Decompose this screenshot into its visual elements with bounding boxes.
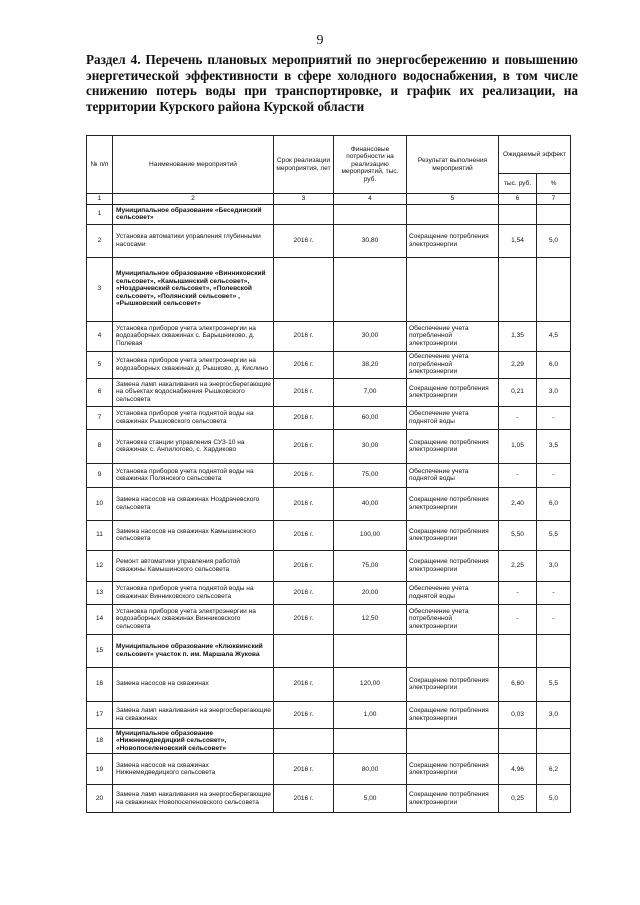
section-title: Раздел 4. Перечень плановых мероприятий по энергосбережению и повышению энергетической эффективности в сфере холодного водоснабжения, в том числе снижению потерь воды при транспортировке, и график их реализации, на территории Курского района Курской области — [86, 52, 578, 114]
header-effect-pct: % — [537, 174, 571, 194]
row-number: 20 — [87, 785, 113, 813]
row-effect-pct: 6,0 — [537, 487, 571, 520]
row-effect-pct: 5,0 — [537, 224, 571, 257]
row-term — [274, 257, 334, 321]
col-number: 1 — [87, 194, 113, 205]
row-measure-name: Установка станции управления СУЗ-10 на скважинах с. Анпилогово, с. Хардиково — [113, 429, 274, 463]
row-term: 2016 г. — [274, 754, 334, 785]
row-result: Сокращение потребления электроэнергии — [407, 224, 499, 257]
row-measure-name: Установка приборов учета поднятой воды на скважинах Рышковского сельсовета — [113, 406, 274, 429]
header-finance: Финансовые потребности на реализацию мероприятий, тыс. руб. — [334, 136, 407, 194]
row-term — [274, 204, 334, 224]
row-term: 2016 г. — [274, 429, 334, 463]
row-effect-pct: - — [537, 463, 571, 487]
row-finance: 30,80 — [334, 224, 407, 257]
row-term: 2016 г. — [274, 406, 334, 429]
row-effect-pct: 6,2 — [537, 754, 571, 785]
table-row — [87, 257, 571, 321]
col-number: 5 — [407, 194, 499, 205]
row-term: 2016 г. — [274, 520, 334, 550]
table-row — [87, 406, 571, 429]
row-result: Обеспечение учета поднятой воды — [407, 581, 499, 604]
row-number: 10 — [87, 487, 113, 520]
row-effect-rub — [499, 634, 537, 667]
row-result: Обеспечение учета потребленной электроэнергии — [407, 321, 499, 351]
row-result — [407, 257, 499, 321]
row-effect-pct: 4,5 — [537, 321, 571, 351]
row-number: 8 — [87, 429, 113, 463]
header-result: Результат выполнения мероприятий — [407, 136, 499, 194]
row-finance: 30,00 — [334, 321, 407, 351]
row-term — [274, 634, 334, 667]
row-effect-rub: 0,21 — [499, 378, 537, 406]
row-measure-name: Муниципальное образование «Нижнемедведицкий сельсовет», «Новопоселеновский сельсовет» — [113, 728, 274, 754]
row-measure-name: Замена ламп накаливания на энергосберегающие на скважинах — [113, 701, 274, 728]
row-term: 2016 г. — [274, 487, 334, 520]
table-row — [87, 463, 571, 487]
row-finance: 12,50 — [334, 604, 407, 634]
row-finance — [334, 204, 407, 224]
row-result: Сокращение потребления электроэнергии — [407, 378, 499, 406]
row-result: Сокращение потребления электроэнергии — [407, 550, 499, 581]
row-measure-name: Установка приборов учета электроэнергии на водозаборных скважинах с. Барышниково, д. Полевая — [113, 321, 274, 351]
row-term: 2016 г. — [274, 463, 334, 487]
table-body — [87, 204, 571, 813]
row-number: 16 — [87, 667, 113, 701]
table-row — [87, 728, 571, 754]
row-term: 2016 г. — [274, 667, 334, 701]
row-measure-name: Установка приборов учета электроэнергии на водозаборных скважинах д. Рышково, д. Кислино — [113, 351, 274, 378]
row-term: 2016 г. — [274, 701, 334, 728]
row-measure-name: Установка приборов учета поднятой воды на скважинах Полянского сельсовета — [113, 463, 274, 487]
row-measure-name: Установка приборов учета электроэнергии на водозаборных скважинах Винниковского сельсовета — [113, 604, 274, 634]
row-finance: 80,00 — [334, 754, 407, 785]
row-term: 2016 г. — [274, 785, 334, 813]
header-num: № п/п — [87, 136, 113, 194]
table-row — [87, 321, 571, 351]
measures-table — [86, 135, 571, 813]
row-term: 2016 г. — [274, 378, 334, 406]
row-effect-pct: 3,5 — [537, 429, 571, 463]
row-effect-pct: 5,5 — [537, 520, 571, 550]
row-result: Сокращение потребления электроэнергии — [407, 754, 499, 785]
row-effect-rub: 4,96 — [499, 754, 537, 785]
row-effect-rub: 2,25 — [499, 550, 537, 581]
row-number: 14 — [87, 604, 113, 634]
table-row — [87, 604, 571, 634]
row-result — [407, 204, 499, 224]
table-row — [87, 785, 571, 813]
row-effect-rub — [499, 257, 537, 321]
table-row — [87, 378, 571, 406]
table-row — [87, 520, 571, 550]
row-effect-pct: - — [537, 604, 571, 634]
row-finance: 75,00 — [334, 550, 407, 581]
row-number: 3 — [87, 257, 113, 321]
row-effect-pct: 3,0 — [537, 378, 571, 406]
row-effect-pct: - — [537, 581, 571, 604]
row-term: 2016 г. — [274, 224, 334, 257]
row-effect-rub: 0,25 — [499, 785, 537, 813]
row-effect-rub — [499, 728, 537, 754]
row-number: 11 — [87, 520, 113, 550]
row-effect-pct: 5,5 — [537, 667, 571, 701]
table-row — [87, 581, 571, 604]
table-row — [87, 487, 571, 520]
row-result: Сокращение потребления электроэнергии — [407, 785, 499, 813]
row-finance: 75,00 — [334, 463, 407, 487]
row-effect-rub: 1,35 — [499, 321, 537, 351]
row-finance: 1,00 — [334, 701, 407, 728]
row-effect-rub: 2,40 — [499, 487, 537, 520]
row-measure-name: Муниципальное образование «Клюквинский сельсовет» участок п. им. Маршала Жукова — [113, 634, 274, 667]
row-number: 7 — [87, 406, 113, 429]
header-name: Наименование мероприятий — [113, 136, 274, 194]
row-finance: 100,00 — [334, 520, 407, 550]
row-measure-name: Ремонт автоматики управления работой скважины Камышинского сельсовета — [113, 550, 274, 581]
row-measure-name: Замена ламп накаливания на энергосберегающие на объектах водоснабжения Рышковского сельсовета — [113, 378, 274, 406]
row-effect-pct — [537, 257, 571, 321]
row-effect-rub: 1,05 — [499, 429, 537, 463]
row-effect-rub: 0,03 — [499, 701, 537, 728]
row-result: Сокращение потребления электроэнергии — [407, 520, 499, 550]
table-row — [87, 667, 571, 701]
row-effect-rub: 6,60 — [499, 667, 537, 701]
row-effect-rub: 2,29 — [499, 351, 537, 378]
row-finance: 30,00 — [334, 429, 407, 463]
row-effect-rub: 5,50 — [499, 520, 537, 550]
col-number: 6 — [499, 194, 537, 205]
row-result: Сокращение потребления электроэнергии — [407, 667, 499, 701]
row-measure-name: Замена насосов на скважинах Камышинского сельсовета — [113, 520, 274, 550]
row-number: 19 — [87, 754, 113, 785]
row-term: 2016 г. — [274, 550, 334, 581]
row-finance: 60,00 — [334, 406, 407, 429]
row-measure-name: Замена насосов на скважинах Нижнемедведицкого сельсовета — [113, 754, 274, 785]
row-number: 15 — [87, 634, 113, 667]
row-effect-rub: - — [499, 581, 537, 604]
row-number: 1 — [87, 204, 113, 224]
table-row — [87, 634, 571, 667]
row-term — [274, 728, 334, 754]
row-number: 18 — [87, 728, 113, 754]
table-row — [87, 224, 571, 257]
row-measure-name: Установка приборов учета поднятой воды на скважинах Винниковского сельсовета — [113, 581, 274, 604]
row-effect-pct — [537, 634, 571, 667]
row-result: Сокращение потребления электроэнергии — [407, 701, 499, 728]
row-finance — [334, 257, 407, 321]
row-effect-rub: - — [499, 406, 537, 429]
table-row — [87, 429, 571, 463]
row-number: 5 — [87, 351, 113, 378]
row-finance: 120,00 — [334, 667, 407, 701]
row-effect-pct: 6,0 — [537, 351, 571, 378]
row-number: 4 — [87, 321, 113, 351]
row-measure-name: Муниципальное образование «Беседииский сельсовет» — [113, 204, 274, 224]
row-measure-name: Замена насосов на скважинах Ноздрачевского сельсовета — [113, 487, 274, 520]
table-row — [87, 351, 571, 378]
row-number: 17 — [87, 701, 113, 728]
row-finance: 5,00 — [334, 785, 407, 813]
table-row — [87, 754, 571, 785]
row-result: Сокращение потребления электроэнергии — [407, 487, 499, 520]
row-term: 2016 г. — [274, 604, 334, 634]
table-row — [87, 701, 571, 728]
row-finance: 38,20 — [334, 351, 407, 378]
row-finance: 7,00 — [334, 378, 407, 406]
table-row — [87, 204, 571, 224]
row-result — [407, 634, 499, 667]
row-number: 13 — [87, 581, 113, 604]
header-effect: Ожидаемый эффект — [499, 136, 571, 174]
row-result: Обеспечение учета потребленной электроэнергии — [407, 604, 499, 634]
col-number: 3 — [274, 194, 334, 205]
row-term: 2016 г. — [274, 321, 334, 351]
col-number: 4 — [334, 194, 407, 205]
row-effect-pct: 5,0 — [537, 785, 571, 813]
row-effect-rub: 1,54 — [499, 224, 537, 257]
row-effect-pct: - — [537, 406, 571, 429]
row-term: 2016 г. — [274, 581, 334, 604]
row-number: 9 — [87, 463, 113, 487]
row-finance — [334, 634, 407, 667]
row-measure-name: Замена насосов на скважинах — [113, 667, 274, 701]
header-effect-rub: тыс. руб. — [499, 174, 537, 194]
row-result: Обеспечение учета поднятой воды — [407, 463, 499, 487]
row-number: 2 — [87, 224, 113, 257]
row-effect-rub: - — [499, 463, 537, 487]
row-result — [407, 728, 499, 754]
col-number: 7 — [537, 194, 571, 205]
row-measure-name: Замена ламп накаливания на энергосберегающие на скважинах Новопоселеновского сельсовета — [113, 785, 274, 813]
col-number: 2 — [113, 194, 274, 205]
row-number: 6 — [87, 378, 113, 406]
row-effect-pct: 3,0 — [537, 701, 571, 728]
row-result: Сокращение потребления электроэнергии — [407, 429, 499, 463]
table-row — [87, 550, 571, 581]
row-effect-pct — [537, 204, 571, 224]
row-result: Обеспечение учета поднятой воды — [407, 406, 499, 429]
row-effect-rub: - — [499, 604, 537, 634]
page-number: 9 — [316, 33, 324, 48]
header-term: Срок реализации мероприятия, лет — [274, 136, 334, 194]
row-finance — [334, 728, 407, 754]
row-result: Обеспечение учета потребленной электроэнергии — [407, 351, 499, 378]
row-term: 2016 г. — [274, 351, 334, 378]
row-finance: 40,00 — [334, 487, 407, 520]
row-effect-pct: 3,0 — [537, 550, 571, 581]
row-number: 12 — [87, 550, 113, 581]
row-effect-rub — [499, 204, 537, 224]
row-measure-name: Установка автоматики управления глубинными насосами — [113, 224, 274, 257]
row-effect-pct — [537, 728, 571, 754]
row-measure-name: Муниципальное образование «Винниковский сельсовет», «Камышинский сельсовет», «Ноздрачевский сельсовет», «Полевской сельсовет», «Полянский сельсовет» , «Рышковский сельсовет» — [113, 257, 274, 321]
row-finance: 20,00 — [334, 581, 407, 604]
